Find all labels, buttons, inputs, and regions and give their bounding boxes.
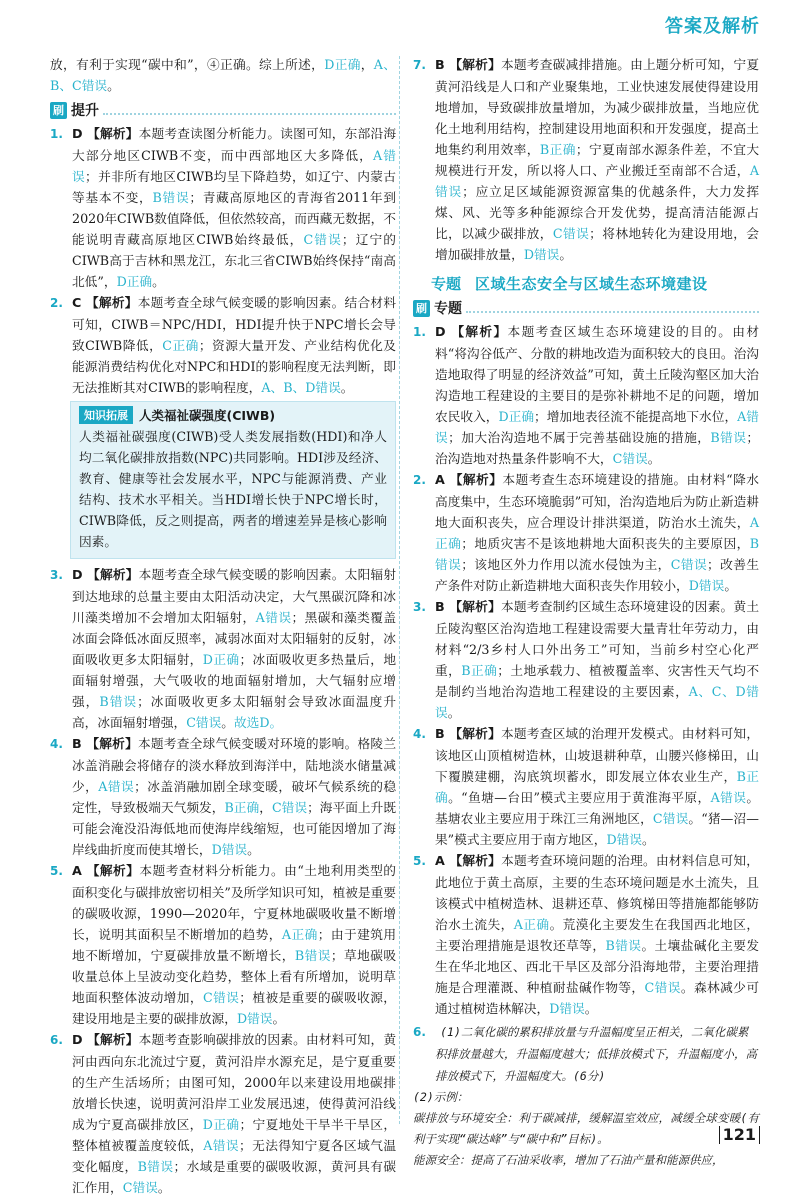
analysis-text: ；植被是重要的碳吸收源，建设用地是主要的碳排放源， (72, 990, 396, 1026)
answer-judgment: B正确 (435, 769, 759, 805)
topic-title: 区域生态安全与区域生态环境建设 (475, 275, 708, 293)
analysis-text: ；由于建筑用地不断增加，宁夏碳排放量不断增长， (72, 927, 397, 963)
left-items-b (50, 564, 396, 1198)
answer-judgment: C错误 (271, 800, 308, 815)
question-number: 7. (413, 58, 426, 72)
knowledge-badge: 知识拓展 (79, 406, 133, 424)
answer-judgment: C错误 (670, 557, 708, 572)
analysis-text: 本题考查环境问题的治理。由材料信息可知，此地位于黄土高原，主要的生态环境问题是水土流失，且该模式中植树造林、退耕还草、修筑梯田等措施都能够防治水土流失， (435, 853, 759, 932)
answer-judgment: A、B、D错误 (261, 380, 341, 395)
answer-letter: D (435, 324, 452, 339)
analysis-text: 。基塘农业主要应用于珠江三角洲地区， (435, 790, 759, 826)
handwritten-line: (2)示例： (413, 1090, 469, 1104)
answer-judgment: C错误 (552, 226, 590, 241)
section-label-zhuanti (413, 298, 759, 318)
analysis-text: 。“鱼塘—台田”模式主要应用于黄淮海平原， (448, 790, 711, 805)
answer-judgment: B错误 (605, 938, 642, 953)
answer-judgment: C错误 (644, 980, 681, 995)
answer-judgment: A错误 (435, 163, 759, 199)
answer-judgment: A错误 (435, 409, 759, 445)
answer-item (413, 850, 759, 1019)
answer-judgment: D正确 (202, 652, 240, 667)
answer-judgment: D正确 (498, 409, 535, 424)
analysis-text: ；该地区外力作用以流水侵蚀为主， (461, 557, 671, 572)
answer-judgment: A正确 (435, 515, 759, 551)
knowledge-text: 人类福祉碳强度(CIWB)受人类发展指数(HDI)和净人均二氧化碳排放指数(NPC)共同影响。HDI涉及经济、教育、健康等社会发展水平，NPC与能源消费、产业结构、技术水平相关。当HDI增长快于NPC增长时，CIWB降低，反之则提高，两者的增速差异是核心影响因素。 (79, 429, 387, 549)
knowledge-header (79, 406, 387, 424)
analysis-label: 【解析】 (85, 295, 138, 310)
answer-judgment: B正确 (539, 142, 576, 157)
answer-judgment: 故选D。 (233, 715, 283, 730)
answer-letter: B (72, 736, 87, 751)
left-column (50, 54, 396, 1198)
answer-judgment: C错误 (202, 990, 240, 1005)
analysis-text: 。 (157, 1180, 171, 1195)
analysis-text: 。 (152, 274, 165, 289)
answer-letter: B (435, 726, 450, 741)
question-number: 5. (50, 864, 63, 878)
analysis-text: ；地质灾害不是该地耕地大面积丧失的主要原因， (461, 536, 750, 551)
analysis-text: 本题考查全球气候变暖的影响因素。太阳辐射到达地球的总量主要由太阳活动决定，大气黑碳沉降和冰川藻类增加不会增加太阳辐射， (72, 567, 397, 625)
answer-item (413, 723, 759, 850)
analysis-label: 【解析】 (449, 57, 501, 72)
analysis-text: ；资源大量开发、产业结构优化及能源消费结构优化对NPC和HDI的影响程度无法判断，即无法推断其对CIWB的影响程度， (72, 338, 396, 395)
answer-judgment: C错误 (122, 1180, 158, 1195)
answer-letter: A (72, 863, 87, 878)
answer-judgment: B错误 (137, 1159, 174, 1174)
answer-letter: C (72, 295, 86, 310)
analysis-label: 【解析】 (86, 736, 138, 751)
answer-letter: A (435, 853, 450, 868)
answer-judgment: A、B、C错误 (50, 57, 396, 93)
page-header-title: 答案及解析 (665, 16, 760, 37)
analysis-text: 。 (447, 705, 461, 720)
answer-judgment: B正确 (224, 800, 260, 815)
analysis-text: 放，有利于实现“碳中和”，④正确。综上所述， (50, 57, 325, 72)
section-badge: 刷 (50, 102, 67, 119)
analysis-text: 。“猪—沼—果”模式主要应用于南方地区， (435, 811, 759, 847)
answer-judgment: D错误 (606, 832, 642, 847)
analysis-text: 。 (642, 832, 655, 847)
question-number: 4. (50, 737, 63, 751)
analysis-text: 。 (584, 1001, 598, 1016)
analysis-text: 本题考查碳减排措施。由上题分析可知，宁夏黄河沿线是人口和产业聚集地，工业快速发展使得建设用地增加，导致碳排放量增加，为减少碳排放量，当地应优化土地利用结构，控制建设用地面积和开发强度，提高土地集约利用效率， (435, 57, 760, 157)
page-number: 121 (719, 1126, 760, 1144)
question-number: 6. (50, 1033, 63, 1047)
analysis-text: ；应立足区域能源资源富集的优越条件，大力发挥煤、风、光等多种能源综合开发优势，提高清洁能源占比，以减少碳排放， (435, 184, 760, 241)
answer-judgment: B正确 (461, 663, 498, 678)
answer-judgment: C错误 (652, 811, 689, 826)
left-items-a (50, 123, 396, 398)
answer-judgment: B错误 (294, 948, 331, 963)
answer-judgment: C错误 (612, 451, 648, 466)
analysis-text: ；海平面上升既可能会淹没沿海低地而使海岸线缩短，也可能因增加了海岸线曲折度而使其增长， (72, 800, 397, 857)
answer-item (50, 733, 396, 860)
question-number: 6. (413, 1025, 426, 1039)
answer-judgment: B错误 (99, 694, 138, 709)
section-label-tisheng (50, 100, 396, 120)
analysis-text: ；冰盖消融加剧全球变暖，破坏气候系统的稳定性，导致极端天气频发， (72, 779, 397, 815)
answer-letter: B (435, 57, 450, 72)
answer-letter: D (72, 1032, 88, 1047)
analysis-text: 。 (647, 451, 661, 466)
analysis-text: ；黑碳和藻类覆盖冰面会降低冰面反照率，减弱冰面对太阳辐射的反射，冰面吸收更多太阳辐射， (72, 610, 397, 667)
knowledge-title: 人类福祉碳强度(CIWB) (139, 408, 276, 423)
analysis-text: ；将林地转化为建设用地，会增加碳排放量， (435, 226, 759, 262)
analysis-label: 【解析】 (87, 567, 139, 582)
analysis-text: 。 (247, 842, 260, 857)
answer-judgment: B错误 (710, 430, 747, 445)
section-name: 提升 (71, 103, 99, 119)
topic-label: 专题 (431, 275, 462, 293)
answer-judgment: D错误 (523, 247, 560, 262)
analysis-text: ；改善生产条件对防止新造耕地大面积丧失作用较小， (435, 557, 760, 593)
analysis-text: 。 (107, 78, 120, 93)
analysis-text: ， (360, 57, 374, 72)
analysis-text: 。森林减少可通过植树造林解决， (435, 980, 760, 1016)
answer-letter: D (72, 126, 88, 141)
answer-letter: B (435, 599, 450, 614)
analysis-text: 本题考查材料分析能力。由“土地利用类型的面积变化与碳排放密切相关”及所学知识可知，植被是重要的碳吸收源，1990—2020年，宁夏林地碳吸收量不断增长，说明其面积呈不断增加的趋势， (72, 863, 396, 942)
continuation-text (50, 54, 396, 96)
analysis-text: ；冰面吸收更多热量后，地面辐射增强，大气吸收的地面辐射增加，大气辐射应增强， (72, 652, 397, 709)
question-number: 4. (413, 727, 426, 741)
analysis-text: ；辽宁的CIWB高于吉林和黑龙江，东北三省CIWB始终保持“南高北低”， (72, 232, 396, 289)
section-badge: 刷 (413, 300, 430, 317)
analysis-text: ；草地碳吸收量总体上呈波动变化趋势，整体上看有所增加，说明草地面积整体波动增加， (72, 948, 397, 1005)
answer-judgment: C错误 (303, 232, 342, 247)
right-items (413, 321, 759, 1019)
answer-judgment: D正确 (324, 57, 361, 72)
answer-item (50, 1029, 396, 1198)
analysis-text: 。 (559, 247, 573, 262)
answer-item (413, 469, 759, 596)
analysis-label: 【解析】 (449, 853, 502, 868)
analysis-label: 【解析】 (449, 599, 501, 614)
question-number: 3. (413, 600, 426, 614)
question-number: 1. (50, 127, 63, 141)
question-number: 2. (413, 473, 426, 487)
analysis-text: 本题考查影响碳排放的因素。由材料可知，黄河由西向东北流过宁夏，黄河沿岸水源充足，是宁夏重要的生产生活场所；由图可知，2000年以来建设用地碳排放增长快速，说明黄河沿岸工业发展迅速，使得黄河沿线成为宁夏高碳排放区， (72, 1032, 397, 1132)
answer-judgment: D错误 (236, 1011, 273, 1026)
answer-item (50, 123, 396, 292)
analysis-text: ；水域是重要的碳吸收源，黄河具有碳汇作用， (72, 1159, 397, 1195)
analysis-text: ；无法得知宁夏各区域气温变化幅度， (72, 1138, 397, 1174)
answer-judgment: B错误 (152, 190, 190, 205)
right-item-7 (413, 54, 759, 265)
answer-item (50, 860, 396, 1029)
answer-judgment: D错误 (549, 1001, 585, 1016)
answer-judgment: A错误 (255, 610, 292, 625)
question-number: 2. (50, 296, 63, 310)
analysis-label: 【解析】 (87, 1032, 139, 1047)
analysis-text: ；增加地表径流不能提高地下水位， (534, 409, 738, 424)
analysis-label: 【解析】 (449, 726, 501, 741)
analysis-label: 【解析】 (87, 126, 139, 141)
answer-item-6 (413, 1021, 759, 1087)
analysis-text: 本题考查生态环境建设的措施。由材料“降水高度集中，生态环境脆弱”可知，治沟造地后为防止新造耕地大面积丧失，应合理设计排洪渠道，防治水土流失， (435, 472, 759, 530)
right-column (413, 54, 759, 1171)
answer-item (413, 54, 759, 265)
answer-judgment: A正确 (513, 917, 550, 932)
answer-judgment: C正确 (162, 338, 199, 353)
topic-heading (431, 273, 759, 294)
answer-judgment: C错误 (186, 715, 222, 730)
analysis-text: ；冰面吸收更多太阳辐射会导致冰面温度升高，冰面辐射增强， (72, 694, 397, 730)
analysis-text: ；宁夏地处干旱半干旱区，整体植被覆盖度较低， (72, 1117, 397, 1153)
handwritten-line: 能源安全：提高了石油采收率，增加了石油产量和能源供应， (413, 1153, 724, 1167)
answer-item (50, 292, 396, 398)
answer-judgment: D正确 (116, 274, 153, 289)
answer-item (413, 321, 759, 469)
analysis-text: 本题考查制约区域生态环境建设的因素。黄土丘陵沟壑区治沟造地工程建设需要大量青壮年劳动力，由材料“2/3乡村人口外出务工”可知，当前乡村空心化严重， (435, 599, 760, 678)
analysis-text: 。荒漠化主要发生在我国西北地区，主要治理措施是退牧还草等， (435, 917, 760, 953)
analysis-label: 【解析】 (449, 472, 503, 487)
answer-letter: D (72, 567, 88, 582)
answer-judgment: A错误 (98, 779, 135, 794)
question-number: 5. (413, 854, 426, 868)
column-divider (399, 56, 400, 1124)
answer-judgment: D错误 (211, 842, 248, 857)
analysis-text: 。 (272, 1011, 286, 1026)
analysis-text: ；宁夏南部水源条件差，不宜大规模进行开发，所以将人口、产业搬迁至南部不合适， (435, 142, 760, 178)
analysis-text: ；治沟造地对热量条件影响不大， (435, 430, 760, 466)
answer-judgment: A错误 (710, 790, 747, 805)
analysis-text: 本题考查区域的治理开发模式。由材料可知，该地区山顶植树造林，山坡退耕种草，山腰兴修梯田，山下覆膜建棚，沟底筑坝蓄水，即发展立体农业生产， (435, 726, 760, 784)
question-number: 3. (50, 568, 63, 582)
analysis-text: ；加大治沟造地不属于完善基础设施的措施， (448, 430, 711, 445)
answer-judgment: D正确 (202, 1117, 240, 1132)
answer-letter: A (435, 472, 450, 487)
handwritten-line: 碳排放与环境安全：利于碳减排，缓解温室效应，减缓全球变暖(有利于实现“碳达峰”与“碳中和”目标)。 (413, 1111, 759, 1146)
answer-judgment: A、C、D错误 (435, 684, 759, 720)
handwritten-line: (1)二氧化碳的累积排放量与升温幅度呈正相关，二氧化碳累积排放量越大，升温幅度越大；低排放模式下，升温幅度小，高排放模式下，升温幅度大。(6分) (435, 1025, 757, 1083)
section-dotted-rule (103, 105, 396, 115)
answer-judgment: D错误 (688, 578, 725, 593)
analysis-text: 。 (724, 578, 737, 593)
analysis-text: 本题考查读图分析能力。读图可知，东部沿海大部分地区CIWB不变，而中西部地区大多降低， (72, 126, 397, 163)
analysis-text: 本题考查区域生态环境建设的目的。由材料“将沟谷低产、分散的耕地改造为面积较大的良田。治沟造地取得了明显的经济效益”可知，黄土丘陵沟壑区加大治沟造地工程建设的主要目的是弥补耕地不足的问题，增加农民收入， (435, 324, 760, 424)
analysis-text: 。土壤盐碱化主要发生在华北地区、西北干旱区及部分沿海地带，主要治理措施是合理灌溉、种植耐盐碱作物等， (435, 938, 760, 995)
question-number: 1. (413, 325, 426, 339)
answer-judgment: A正确 (281, 927, 318, 942)
analysis-text: 。 (221, 715, 234, 730)
analysis-text: 本题考查全球气候变暖对环境的影响。格陵兰冰盖消融会将储存的淡水释放到海洋中，陆地淡水储量减少， (72, 736, 397, 794)
analysis-label: 【解析】 (86, 863, 140, 878)
knowledge-box (70, 401, 396, 559)
answer-item (413, 596, 759, 723)
section-dotted-rule (466, 303, 759, 313)
analysis-text: ， (259, 800, 272, 815)
analysis-text: ；土地承载力、植被覆盖率、灾害性天气均不是制约当地治沟造地工程建设的主要因素， (435, 663, 760, 699)
analysis-label: 【解析】 (451, 324, 508, 339)
answer-item (50, 564, 396, 733)
section-name: 专题 (434, 301, 462, 317)
analysis-text: ；并非所有地区CIWB均呈下降趋势，如辽宁、内蒙古等基本不变， (72, 169, 396, 205)
analysis-text: 。 (340, 380, 354, 395)
answer-judgment: B错误 (435, 536, 760, 572)
answer-judgment: A错误 (203, 1138, 240, 1153)
analysis-text: 本题考查全球气候变暖的影响因素。结合材料可知，CIWB＝NPC/HDI，HDI提升快于NPC增长会导致CIWB降低， (72, 295, 397, 353)
answer-judgment: A错误 (72, 148, 396, 184)
analysis-text: ；青藏高原地区的青海省2011年到2020年CIWB数值降低，但依然较高，而西藏无数据，不能说明青藏高原地区CIWB始终最低， (72, 190, 397, 247)
